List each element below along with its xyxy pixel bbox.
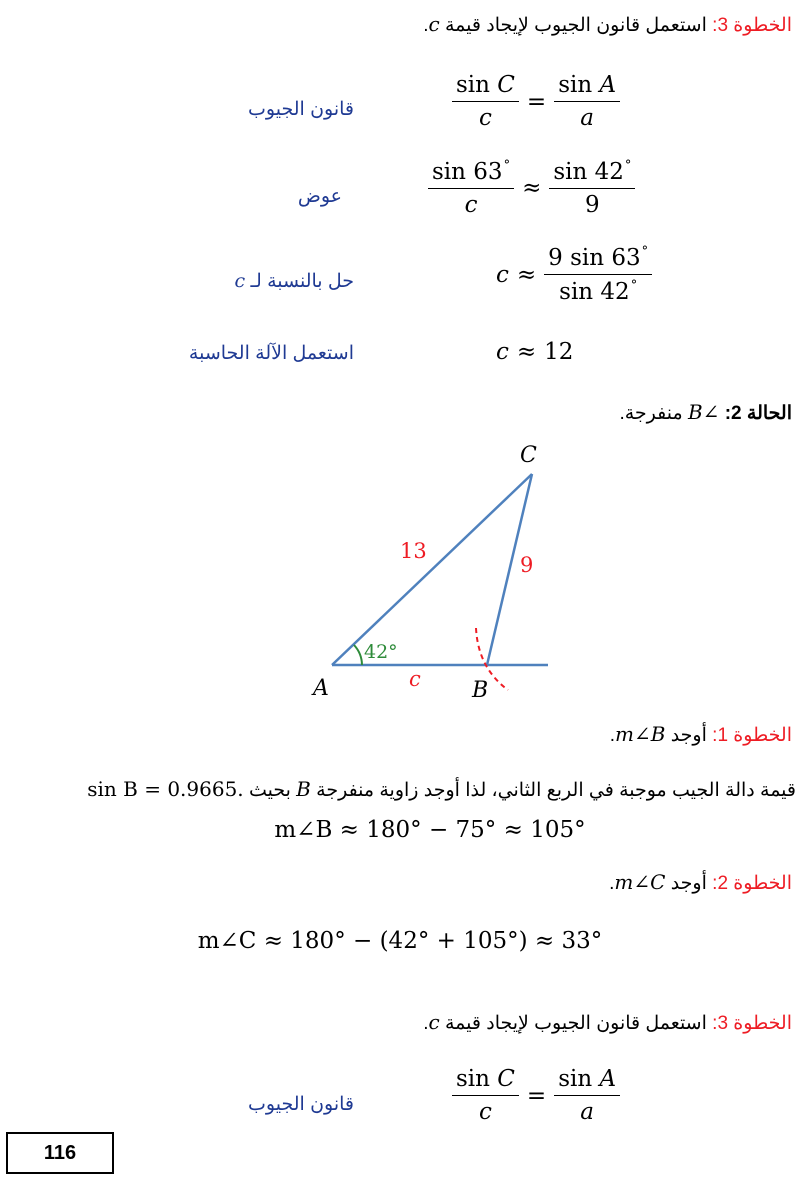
- case2-text: منفرجة.: [619, 403, 683, 424]
- case2-angle: ∠B: [687, 400, 720, 424]
- angle-a-label: 42°: [364, 641, 398, 663]
- law-of-sines-equation-top: $\frac{\text{sin C}}{c}$ = $\frac{\text{sin A}}{a}$: [448, 72, 624, 131]
- step-text: استعمل قانون الجيوب لإيجاد قيمة: [444, 15, 707, 36]
- side-bc-label: 9: [520, 553, 534, 577]
- step1-body: قيمة دالة الجيب موجبة في الربع الثاني، لذا أوجد زاوية منفرجة B بحيث sin B = 0.9665.: [87, 777, 796, 801]
- vertex-a-label: A: [313, 676, 329, 701]
- step3-heading-top: الخطوة 3: استعمل قانون الجيوب لإيجاد قيمة c.: [423, 12, 792, 36]
- row-label-law-of-sines-bottom: قانون الجيوب: [248, 1094, 354, 1115]
- row-label-calculator: استعمل الآلة الحاسبة: [188, 343, 354, 364]
- row-label-substitute: عوض: [297, 186, 342, 207]
- vertex-c-label: C: [520, 443, 537, 468]
- step2-equation: m∠C ≈ 180° − (42° + 105°) ≈ 33°: [197, 928, 603, 954]
- calculator-result: c ≈ 12: [496, 339, 574, 365]
- case2-title: الحالة 2:: [724, 403, 792, 424]
- row-label-solve-for-c: حل بالنسبة لـ c: [234, 270, 354, 292]
- solve-equation: c ≈ $\frac{9 \sin 63^\circ}{\sin 42^\circ}$: [492, 244, 656, 305]
- page-number: 116: [6, 1132, 114, 1174]
- step3-heading-bottom: الخطوة 3: استعمل قانون الجيوب لإيجاد قيمة c.: [423, 1010, 792, 1034]
- step1-heading: الخطوة 1: أوجد m∠B.: [609, 722, 792, 746]
- step-prefix: الخطوة 3:: [712, 15, 792, 36]
- law-of-sines-equation-bottom: $\frac{\text{sin C}}{c}$ = $\frac{\text{sin A}}{a}$: [448, 1066, 624, 1125]
- side-ac-line: [332, 474, 532, 665]
- side-ac-label: 13: [400, 539, 427, 563]
- step1-equation: m∠B ≈ 180° − 75° ≈ 105°: [274, 817, 586, 843]
- step-var: c: [428, 12, 440, 36]
- vertex-b-label: B: [472, 678, 489, 703]
- side-ab-label: c: [409, 667, 421, 691]
- row-label-law-of-sines: قانون الجيوب: [248, 99, 354, 120]
- substitute-equation: $\frac{\sin 63^\circ}{c}$ ≈ $\frac{\sin 42^\circ}{9}$: [424, 158, 639, 218]
- angle-a-arc: [354, 645, 362, 665]
- step2-heading: الخطوة 2: أوجد m∠C.: [609, 870, 792, 894]
